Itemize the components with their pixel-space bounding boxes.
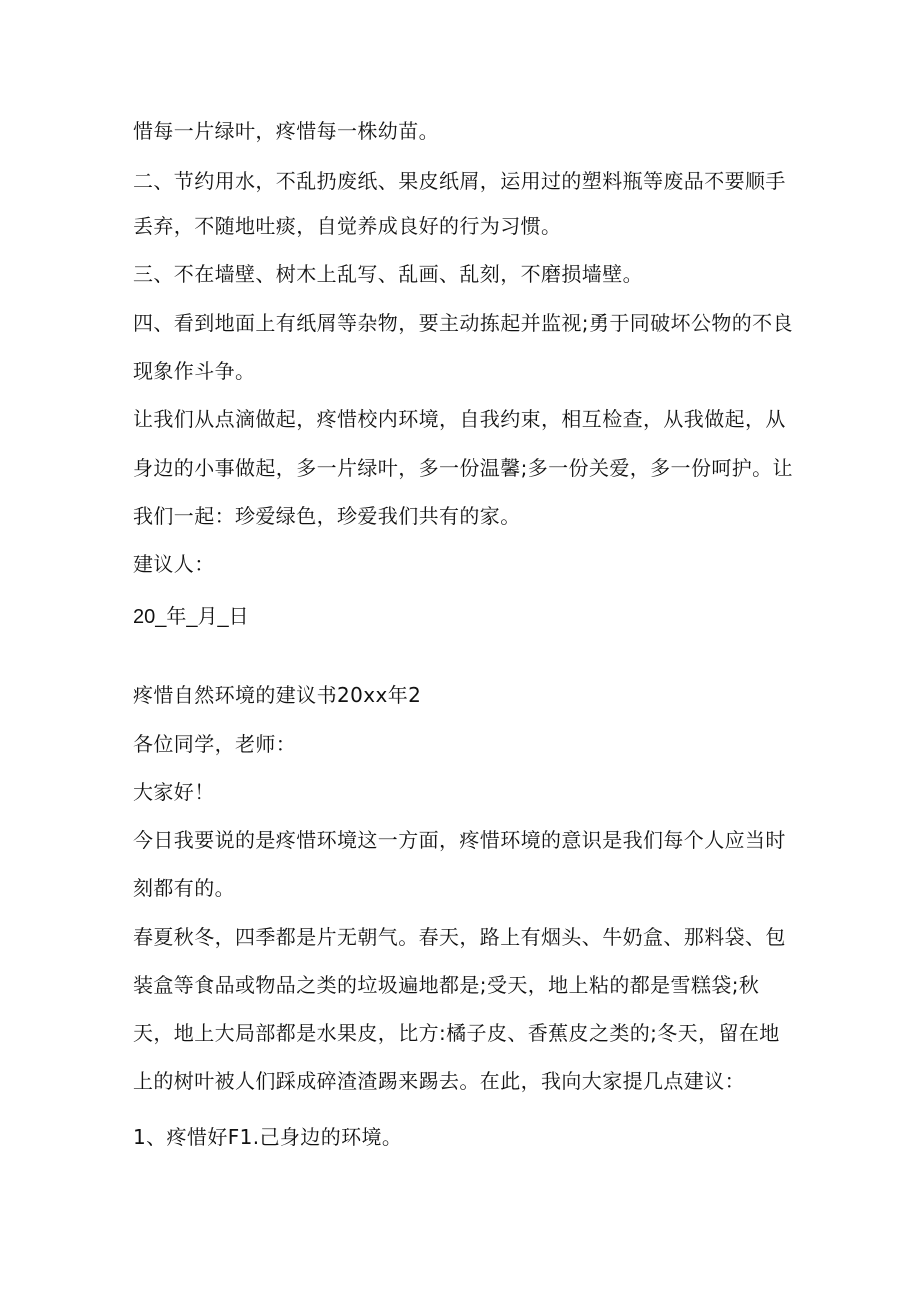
text-line: 刻都有的。 bbox=[133, 876, 235, 900]
text-line: 上的树叶被人们踩成碎渣渣踢来踢去。在此，我向大家提几点建议： bbox=[133, 1069, 745, 1093]
text-line: 身边的小事做起，多一片绿叶，多一份温馨;多一份关爱，多一份呵护。让 bbox=[133, 456, 793, 480]
salutation: 各位同学，老师： bbox=[133, 732, 297, 756]
text-line: 春夏秋冬，四季都是片无朝气。春天，路上有烟头、牛奶盒、那料袋、包 bbox=[133, 925, 786, 949]
text-line: 让我们从点滴做起，疼惜校内环境，自我约束，相互检查，从我做起，从 bbox=[133, 407, 786, 431]
text-line: 惜每一片绿叶，疼惜每一株幼苗。 bbox=[133, 119, 439, 143]
greeting: 大家好！ bbox=[133, 780, 215, 804]
text-line: 我们一起：珍爱绿色，珍爱我们共有的家。 bbox=[133, 504, 521, 528]
text-line: 今日我要说的是疼惜环境这一方面，疼惜环境的意识是我们每个人应当时 bbox=[133, 828, 786, 852]
text-line: 丢弃，不随地吐痰，自觉养成良好的行为习惯。 bbox=[133, 214, 562, 238]
text-line: 四、看到地面上有纸屑等杂物，要主动拣起并监视;勇于同破坏公物的不良 bbox=[133, 311, 793, 335]
text-line: 天，地上大局部都是水果皮，比方:橘子皮、香蕉皮之类的;冬天，留在地 bbox=[133, 1021, 780, 1045]
text-line: 二、节约用水，不乱扔废纸、果皮纸屑，运用过的塑料瓶等废品不要顺手 bbox=[133, 169, 786, 193]
text-line: 三、不在墙壁、树木上乱写、乱画、乱刻，不磨损墙壁。 bbox=[133, 262, 643, 286]
text-line: 现象作斗争。 bbox=[133, 359, 256, 383]
text-line: 装盒等食品或物品之类的垃圾遍地都是;受天，地上粘的都是雪糕袋;秋 bbox=[133, 973, 760, 997]
list-item: 1、疼惜好F1.己身边的环境。 bbox=[133, 1125, 403, 1149]
section-title: 疼惜自然环境的建议书20xx年2 bbox=[133, 683, 422, 707]
signer-label: 建议人： bbox=[133, 552, 215, 576]
date-line: 20_年_月_日 bbox=[133, 606, 249, 628]
